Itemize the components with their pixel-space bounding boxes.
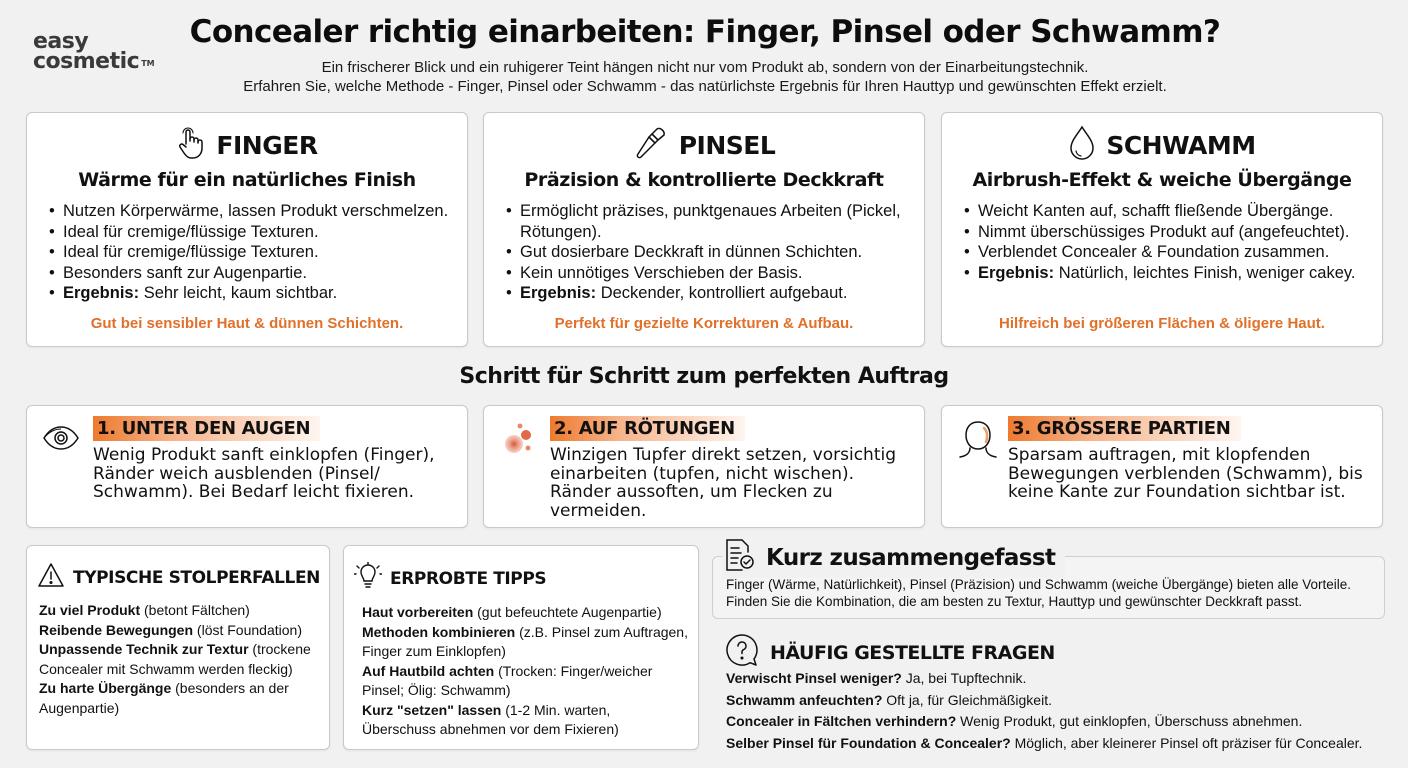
- method-subtitle: Airbrush-Effekt & weiche Übergänge: [972, 169, 1352, 191]
- tip-item: Methoden kombinieren (z.B. Pinsel zum Auftragen, Finger zum Einklopfen): [362, 623, 688, 659]
- pitfall-item: Reibende Bewegungen (löst Foundation): [39, 621, 302, 638]
- summary-line-1: Finger (Wärme, Natürlichkeit), Pinsel (Präzision) und Schwamm (weiche Übergänge) bieten alle Vorteile.: [726, 577, 1352, 592]
- method-subtitle: Wärme für ein natürliches Finish: [78, 169, 416, 191]
- intro-text: [170, 58, 1240, 96]
- pitfall-item: Zu viel Produkt (betont Fältchen): [39, 602, 250, 618]
- page-title: Concealer richtig einarbeiten: Finger, Pinsel oder Schwamm?: [189, 14, 1221, 50]
- method-name: PINSEL: [678, 130, 776, 160]
- tip-item: Haut vorbereiten (gut befeuchtete Augenpartie): [362, 604, 662, 620]
- faq-item: Concealer in Fältchen verhindern? Wenig Produkt, gut einklopfen, Überschuss abnehmen.: [726, 713, 1303, 729]
- faq-item: Verwischt Pinsel weniger? Ja, bei Tupftechnik.: [726, 670, 1027, 686]
- drop-sponge-icon: [1068, 125, 1096, 166]
- tips-list: [362, 603, 688, 740]
- pitfalls-title: TYPISCHE STOLPERFALLEN: [73, 567, 320, 588]
- method-name: SCHWAMM: [1106, 130, 1256, 160]
- method-card-finger: [26, 112, 468, 347]
- step-card-larger-areas: [941, 405, 1383, 528]
- warning-icon: [37, 562, 65, 593]
- result-text: Deckender, kontrolliert aufgebaut.: [596, 284, 848, 302]
- bullet-result: [49, 283, 467, 304]
- bullet: • Ermöglicht präzises, punktgenaues Arbeiten (Pickel, Rötungen).: [506, 201, 924, 242]
- faq-title: HÄUFIG GESTELLTE FRAGEN: [770, 641, 1055, 664]
- question-bubble-icon: [724, 632, 760, 673]
- bullet: • Gut dosierbare Deckkraft in dünnen Schichten.: [506, 242, 924, 263]
- steps-section-title: Schritt für Schritt zum perfekten Auftrag: [459, 364, 949, 389]
- intro-line-2: Erfahren Sie, welche Methode - Finger, Pinsel oder Schwamm - das natürlichste Ergebnis für Ihren Hauttyp und gewünschten Effekt erzielt.: [243, 78, 1167, 95]
- brand-logo: [33, 29, 155, 74]
- tip-item: Kurz "setzen" lassen (1-2 Min. warten, Überschuss abnehmen vor dem Fixieren): [362, 701, 619, 737]
- trademark: TM: [141, 59, 155, 68]
- result-text: Natürlich, leichtes Finish, weniger cakey.: [1054, 263, 1356, 282]
- eye-icon: [41, 418, 81, 458]
- faq-list: [726, 668, 1396, 754]
- lightbulb-icon: [354, 562, 382, 595]
- bullet: • Verblendet Concealer & Foundation zusammen.: [964, 242, 1382, 263]
- method-subtitle: Präzision & kontrollierte Deckkraft: [524, 169, 884, 191]
- document-check-icon: [722, 538, 756, 578]
- tips-box: [343, 545, 699, 750]
- method-bullets: [506, 201, 924, 304]
- step-label: 1. UNTER DEN AUGEN: [93, 416, 320, 441]
- method-note: Hilfreich bei größeren Flächen & öligere Haut.: [999, 315, 1325, 332]
- bullet-result: [506, 283, 924, 304]
- method-name: FINGER: [216, 130, 318, 160]
- step-text: Winzigen Tupfer direkt setzen, vorsichtig einarbeiten (tupfen, nicht wischen). Ränder aussoften, um Flecken zu vermeiden.: [550, 445, 896, 521]
- tip-item: Auf Hautbild achten (Trocken: Finger/weicher Pinsel; Ölig: Schwamm): [362, 662, 653, 698]
- faq-header: [724, 632, 1055, 673]
- method-card-schwamm: [941, 112, 1383, 347]
- summary-text: [726, 576, 1386, 610]
- faq-item: Selber Pinsel für Foundation & Concealer? Möglich, aber kleinerer Pinsel oft präziser für Concealer.: [726, 734, 1363, 751]
- bullet: • Nutzen Körperwärme, lassen Produkt verschmelzen.: [49, 201, 467, 222]
- step-card-redness: [483, 405, 925, 528]
- method-note: Gut bei sensibler Haut & dünnen Schichten.: [90, 315, 404, 332]
- bullet: • Weicht Kanten auf, schafft fließende Übergänge.: [964, 201, 1382, 222]
- summary-line-2: Finden Sie die Kombination, die am besten zu Textur, Hauttyp und gewünschter Deckkraft passt.: [726, 594, 1303, 609]
- bullet: • Ideal für cremige/flüssige Texturen.: [49, 242, 467, 263]
- face-outline-icon: [956, 418, 996, 458]
- step-text: Wenig Produkt sanft einklopfen (Finger), Ränder weich ausblenden (Pinsel/ Schwamm). Bei Bedarf leicht fixieren.: [93, 445, 435, 502]
- step-card-eyes: [26, 405, 468, 528]
- method-bullets: [49, 201, 467, 304]
- bullet: • Ideal für cremige/flüssige Texturen.: [49, 222, 467, 243]
- bullet: • Kein unnötiges Verschieben der Basis.: [506, 263, 924, 284]
- logo-line-2: cosmetic: [33, 49, 140, 74]
- method-card-pinsel: [483, 112, 925, 347]
- logo-line-1: easy: [33, 29, 89, 54]
- step-label: 3. GRÖSSERE PARTIEN: [1008, 416, 1241, 441]
- redness-dots-icon: [498, 418, 538, 458]
- bullet: • Besonders sanft zur Augenpartie.: [49, 263, 467, 284]
- bullet-result: [964, 263, 1382, 284]
- intro-line-1: Ein frischerer Blick und ein ruhigerer Teint hängen nicht nur vom Produkt ab, sondern von der Einarbeitungstechnik.: [321, 59, 1089, 76]
- tips-title: ERPROBTE TIPPS: [390, 568, 547, 589]
- pitfall-item: Zu harte Übergänge (besonders an der Augenpartie): [39, 680, 289, 716]
- pointing-finger-icon: [176, 126, 206, 165]
- result-label: Ergebnis:: [63, 284, 140, 302]
- pitfalls-box: [26, 545, 330, 750]
- result-text: Sehr leicht, kaum sichtbar.: [139, 284, 338, 302]
- brush-icon: [633, 125, 669, 166]
- step-text: Sparsam auftragen, mit klopfenden Bewegungen verblenden (Schwamm), bis keine Kante zur Foundation sichtbar ist.: [1008, 445, 1363, 502]
- pitfall-item: Unpassende Technik zur Textur (trockene Concealer mit Schwamm werden fleckig): [39, 641, 311, 677]
- pitfalls-list: [39, 601, 319, 718]
- result-label: Ergebnis:: [520, 284, 597, 302]
- bullet: • Nimmt überschüssiges Produkt auf (angefeuchtet).: [964, 222, 1382, 243]
- summary-header: [722, 538, 1065, 578]
- result-label: Ergebnis:: [978, 263, 1055, 282]
- method-bullets: [964, 201, 1382, 283]
- summary-title: Kurz zusammengefasst: [766, 545, 1056, 571]
- method-note: Perfekt für gezielte Korrekturen & Aufbau.: [554, 315, 854, 332]
- step-label: 2. AUF RÖTUNGEN: [550, 416, 745, 441]
- faq-item: Schwamm anfeuchten? Oft ja, für Gleichmäßigkeit.: [726, 691, 1052, 708]
